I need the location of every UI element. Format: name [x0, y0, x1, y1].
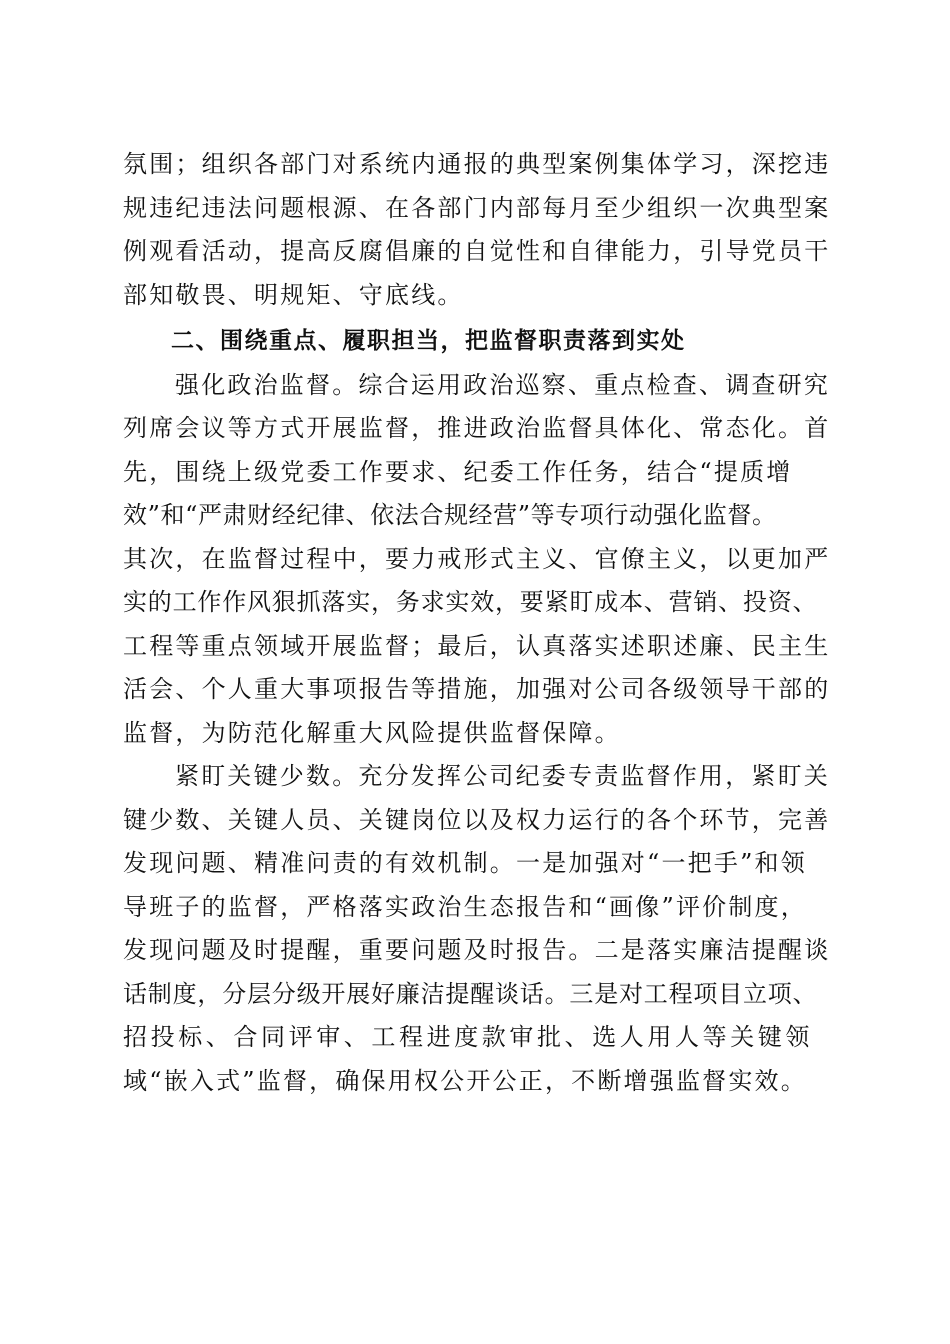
- text-line: 发现问题、精准问责的有效机制。一是加强对“一把手”和领: [123, 849, 807, 877]
- text-line: 招投标、合同评审、工程进度款审批、选人用人等关键领: [123, 1023, 813, 1051]
- text-line: 先，围绕上级党委工作要求、纪委工作任务，结合“提质增: [123, 457, 793, 486]
- text-line: 监督，为防范化解重大风险提供监督保障。: [123, 718, 621, 747]
- text-line: 强化政治监督。综合运用政治巡察、重点检查、调查研究: [175, 370, 830, 399]
- text-line: 实的工作作风狠抓落实，务求实效，要紧盯成本、营销、投资、: [123, 588, 818, 616]
- text-line: 话制度，分层分级开展好廉洁提醒谈话。三是对工程项目立项、: [123, 979, 818, 1008]
- document-body: [123, 143, 833, 1103]
- paragraph-key-minority: [123, 755, 833, 1103]
- text-line: 列席会议等方式开展监督，推进政治监督具体化、常态化。首: [123, 414, 831, 442]
- text-line: 活会、个人重大事项报告等措施，加强对公司各级领导干部的: [123, 675, 831, 703]
- text-line: 部知敬畏、明规矩、守底线。: [123, 280, 464, 309]
- paragraph-continuation: [123, 143, 833, 317]
- paragraph-political-supervision: [123, 364, 833, 756]
- text-line: 氛围；组织各部门对系统内通报的典型案例集体学习，深挖违: [123, 150, 831, 178]
- text-line: 导班子的监督，严格落实政治生态报告和“画像”评价制度，: [123, 892, 807, 921]
- text-line: 其次，在监督过程中，要力戒形式主义、官僚主义，以更加严: [123, 544, 831, 573]
- text-line: 键少数、关键人员、关键岗位以及权力运行的各个环节，完善: [123, 805, 831, 834]
- text-line: 紧盯关键少数。充分发挥公司纪委专责监督作用，紧盯关: [175, 762, 830, 790]
- text-line: 例观看活动，提高反腐倡廉的自觉性和自律能力，引导党员干: [123, 237, 831, 265]
- text-line: 域“嵌入式”监督，确保用权公开公正，不断增强监督实效。: [123, 1066, 807, 1095]
- section-heading: 二、围绕重点、履职担当，把监督职责落到实处: [171, 328, 686, 354]
- text-line: 规违纪违法问题根源、在各部门内部每月至少组织一次典型案: [123, 193, 831, 222]
- text-line: 效”和“严肃财经纪律、依法合规经营”等专项行动强化监督。: [123, 501, 777, 529]
- text-line: 工程等重点领域开展监督；最后，认真落实述职述廉、民主生: [123, 631, 831, 660]
- text-line: 发现问题及时提醒，重要问题及时报告。二是落实廉洁提醒谈: [123, 936, 831, 964]
